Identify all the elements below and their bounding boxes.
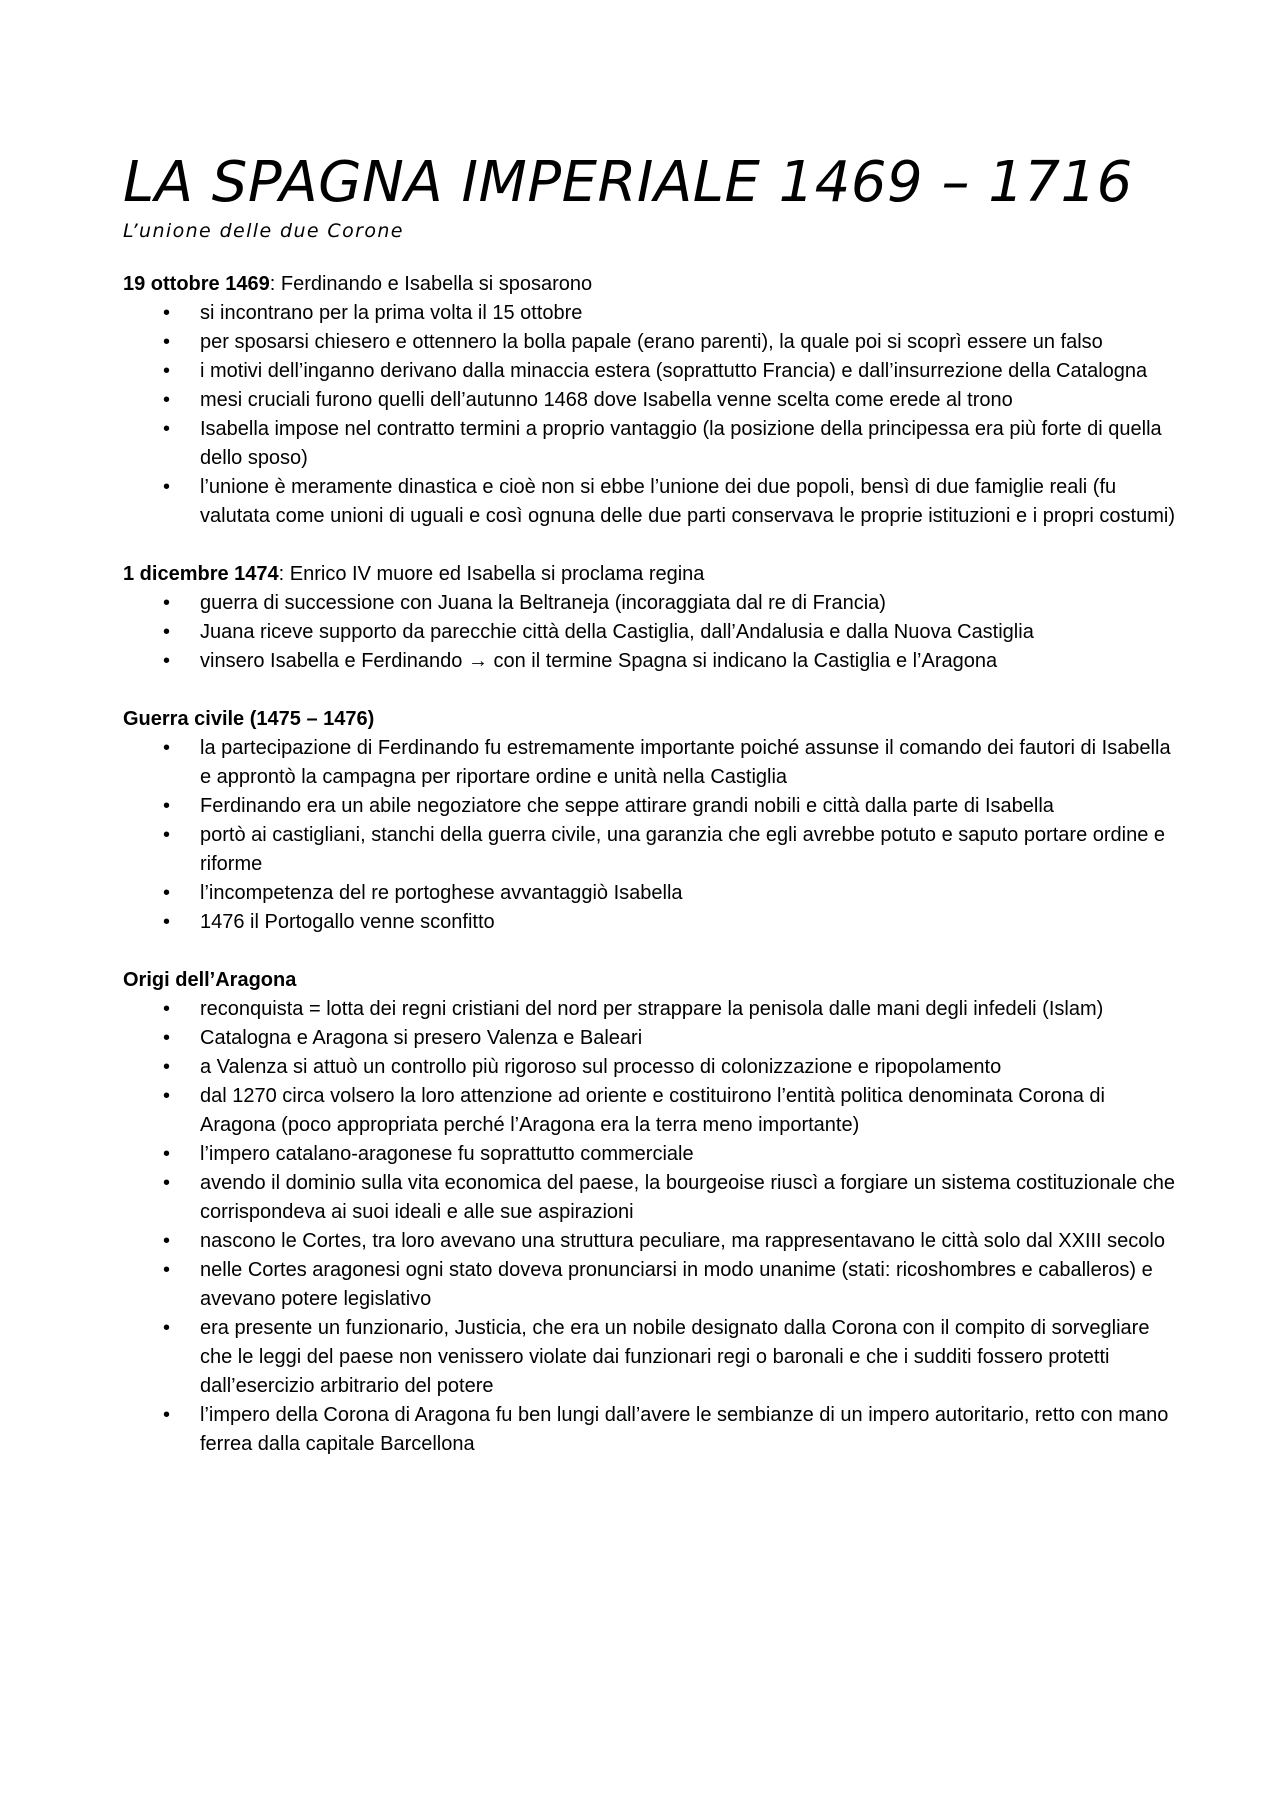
list-item-text: avendo il dominio sulla vita economica del paese, la bourgeoise riuscì a forgiare un sistema costituzionale che corrispondeva ai suoi ideali e alle sue aspirazioni [200, 1172, 1175, 1223]
section-2 [123, 560, 1178, 676]
bullet-list [123, 995, 1178, 1459]
bullet-icon: • [163, 1056, 171, 1078]
list-item-text: portò ai castigliani, stanchi della guerra civile, una garanzia che egli avrebbe potuto e saputo portare ordine e riforme [200, 824, 1166, 875]
section-3 [123, 705, 1178, 937]
bullet-icon: • [163, 882, 171, 904]
bullet-icon: • [163, 998, 171, 1020]
bullet-icon: • [163, 302, 171, 324]
bullet-icon: • [163, 737, 171, 759]
bullet-icon: • [163, 621, 171, 643]
bullet-icon: • [163, 795, 171, 817]
list-item [123, 1082, 1178, 1140]
bullet-icon: • [163, 650, 171, 672]
list-item [123, 589, 1178, 618]
list-item-text: si incontrano per la prima volta il 15 ottobre [200, 302, 583, 324]
bullet-icon: • [163, 418, 171, 440]
list-item [123, 1401, 1178, 1459]
bullet-icon: • [163, 331, 171, 353]
section-heading-bold: 19 ottobre 1469 [123, 273, 270, 295]
section-heading [123, 560, 1178, 589]
list-item-text: l’impero catalano-aragonese fu soprattutto commerciale [200, 1143, 694, 1165]
list-item-text: guerra di successione con Juana la Beltraneja (incoraggiata dal re di Francia) [200, 592, 886, 614]
bullet-icon: • [163, 1143, 171, 1165]
list-item [123, 1024, 1178, 1053]
list-item [123, 473, 1178, 531]
list-item-text: Juana riceve supporto da parecchie città della Castiglia, dall’Andalusia e dalla Nuova Castiglia [200, 621, 1034, 643]
section-heading-bold: Origi dell’Aragona [123, 969, 297, 991]
section-4 [123, 966, 1178, 1459]
list-item [123, 734, 1178, 792]
bullet-icon: • [163, 592, 171, 614]
section-heading-rest: : Ferdinando e Isabella si sposarono [269, 273, 593, 295]
list-item [123, 618, 1178, 647]
bullet-icon: • [163, 360, 171, 382]
list-item-text: reconquista = lotta dei regni cristiani del nord per strappare la penisola dalle mani degli infedeli (Islam) [200, 998, 1104, 1020]
list-item [123, 647, 1178, 676]
list-item-text: l’incompetenza del re portoghese avvantaggiò Isabella [200, 882, 683, 904]
list-item-text: Catalogna e Aragona si presero Valenza e Baleari [200, 1027, 643, 1049]
list-item [123, 1256, 1178, 1314]
list-item-text: dal 1270 circa volsero la loro attenzione ad oriente e costituirono l’entità politica denominata Corona di Aragona (poco appropriata perché l’Aragona era la terra meno importante) [200, 1085, 1105, 1136]
bullet-icon: • [163, 1259, 171, 1281]
list-item [123, 879, 1178, 908]
bullet-icon: • [163, 1085, 171, 1107]
list-item [123, 357, 1178, 386]
bullet-icon: • [163, 1027, 171, 1049]
list-item-text: 1476 il Portogallo venne sconfitto [200, 911, 495, 933]
bullet-list [123, 734, 1178, 937]
bullet-list [123, 589, 1178, 676]
list-item [123, 299, 1178, 328]
list-item [123, 995, 1178, 1024]
document-subtitle: L’unione delle due Corone [123, 220, 404, 242]
bullet-icon: • [163, 389, 171, 411]
list-item-text: la partecipazione di Ferdinando fu estremamente importante poiché assunse il comando dei fautori di Isabella e approntò la campagna per riportare ordine e unità nella Castiglia [200, 737, 1171, 788]
list-item [123, 386, 1178, 415]
bullet-list [123, 299, 1178, 531]
section-1 [123, 270, 1178, 531]
list-item-text: Isabella impose nel contratto termini a proprio vantaggio (la posizione della principessa era più forte di quella dello sposo) [200, 418, 1162, 469]
bullet-icon: • [163, 1317, 171, 1339]
list-item [123, 821, 1178, 879]
list-item [123, 1314, 1178, 1401]
section-heading [123, 966, 1178, 995]
bullet-icon: • [163, 1172, 171, 1194]
list-item-text: nelle Cortes aragonesi ogni stato doveva pronunciarsi in modo unanime (stati: ricoshombres e caballeros) e avevano potere legislativo [200, 1259, 1153, 1310]
section-heading [123, 270, 1178, 299]
list-item [123, 415, 1178, 473]
document-title: LA SPAGNA IMPERIALE 1469 – 1716 [123, 150, 1133, 215]
document-body [123, 270, 1178, 1459]
bullet-icon: • [163, 824, 171, 846]
section-heading-rest: : Enrico IV muore ed Isabella si proclama regina [278, 563, 705, 585]
list-item [123, 1140, 1178, 1169]
list-item-text: l’impero della Corona di Aragona fu ben lungi dall’avere le sembianze di un impero autoritario, retto con mano ferrea dalla capitale Barcellona [200, 1404, 1169, 1455]
document-page [123, 150, 1178, 1459]
list-item-text: a Valenza si attuò un controllo più rigoroso sul processo di colonizzazione e ripopolamento [200, 1056, 1002, 1078]
list-item-text: mesi cruciali furono quelli dell’autunno 1468 dove Isabella venne scelta come erede al trono [200, 389, 1013, 411]
list-item [123, 1227, 1178, 1256]
list-item-text: i motivi dell’inganno derivano dalla minaccia estera (soprattutto Francia) e dall’insurrezione della Catalogna [200, 360, 1148, 382]
bullet-icon: • [163, 911, 171, 933]
list-item-text: era presente un funzionario, Justicia, che era un nobile designato dalla Corona con il compito di sorvegliare che le leggi del paese non venissero violate dai funzionari regi o baronali e che i sudditi fossero protetti dall’esercizio arbitrario del potere [200, 1317, 1150, 1397]
list-item [123, 792, 1178, 821]
list-item-text: nascono le Cortes, tra loro avevano una struttura peculiare, ma rappresentavano le città solo dal XXIII secolo [200, 1230, 1165, 1252]
bullet-icon: • [163, 1404, 171, 1426]
list-item [123, 908, 1178, 937]
list-item [123, 1169, 1178, 1227]
list-item-text: Ferdinando era un abile negoziatore che seppe attirare grandi nobili e città dalla parte di Isabella [200, 795, 1054, 817]
bullet-icon: • [163, 476, 171, 498]
list-item [123, 1053, 1178, 1082]
list-item-text: l’unione è meramente dinastica e cioè non si ebbe l’unione dei due popoli, bensì di due famiglie reali (fu valutata come unioni di uguali e così ognuna delle due parti conservava le proprie istituzioni e i propri costumi) [200, 476, 1175, 527]
section-heading-bold: Guerra civile (1475 – 1476) [123, 708, 375, 730]
section-heading [123, 705, 1178, 734]
list-item-text: vinsero Isabella e Ferdinando → con il termine Spagna si indicano la Castiglia e l’Aragona [200, 650, 998, 672]
list-item-text: per sposarsi chiesero e ottennero la bolla papale (erano parenti), la quale poi si scoprì essere un falso [200, 331, 1103, 353]
list-item [123, 328, 1178, 357]
bullet-icon: • [163, 1230, 171, 1252]
section-heading-bold: 1 dicembre 1474 [123, 563, 279, 585]
